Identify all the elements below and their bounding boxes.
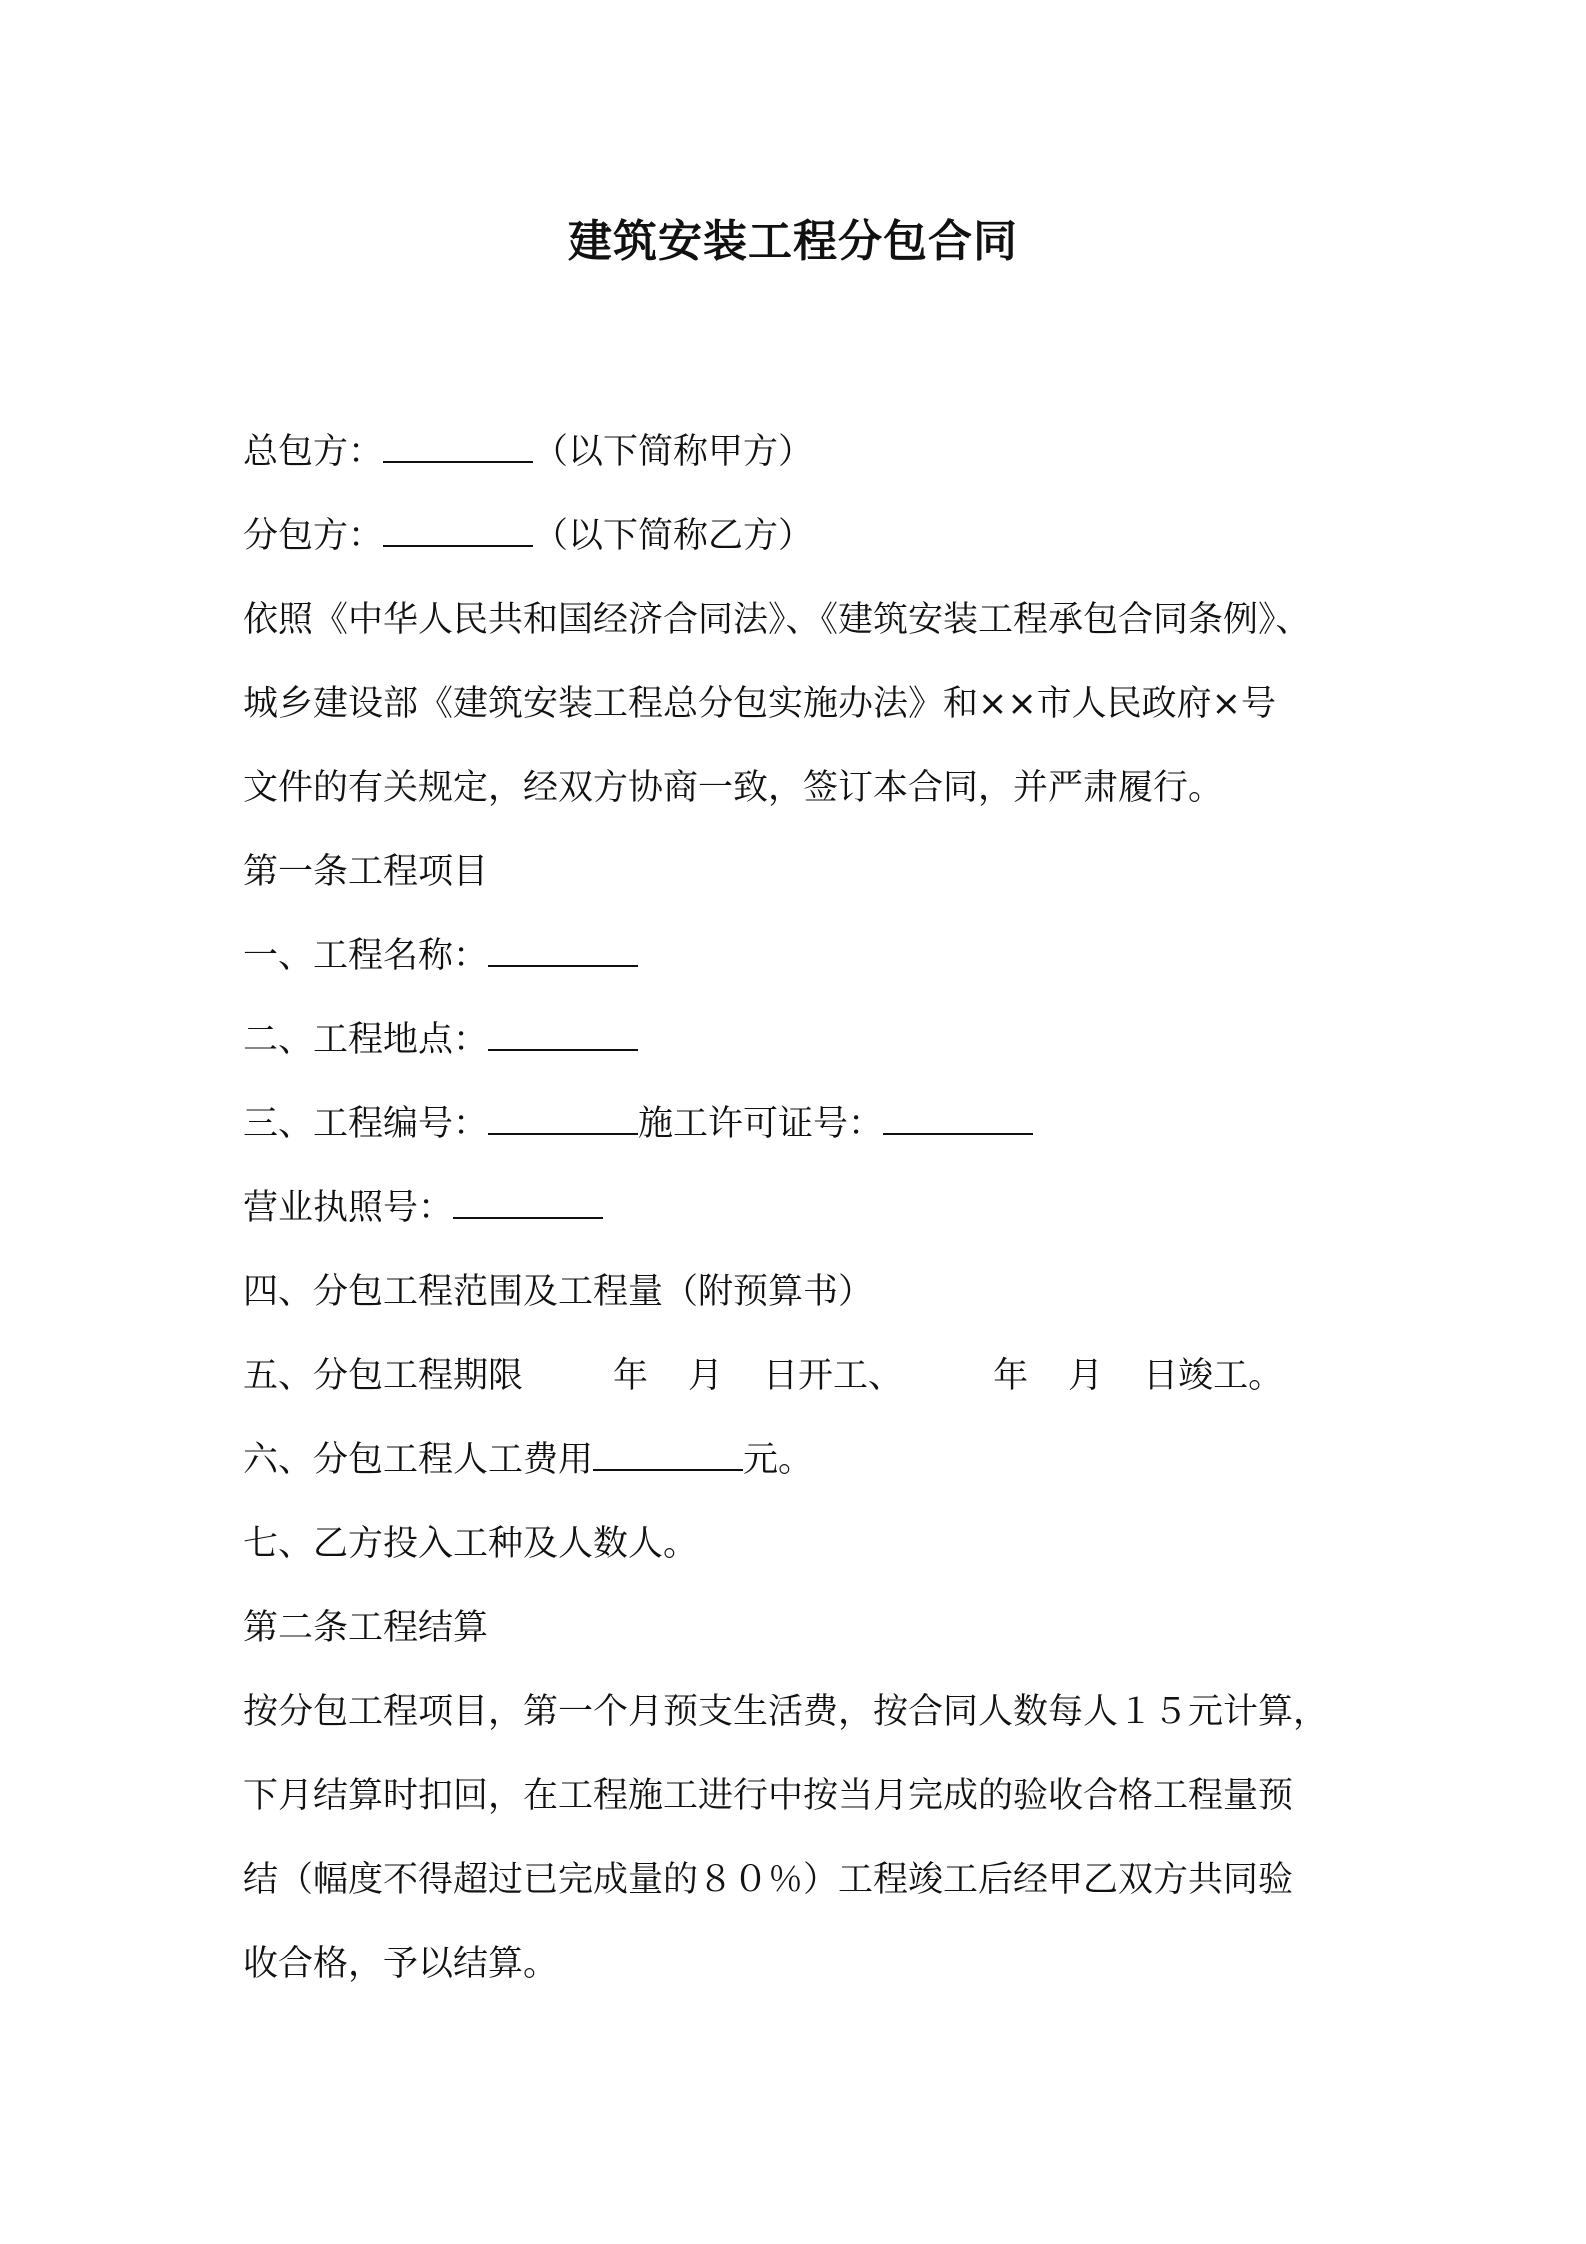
- permit-number-label: 施工许可证号：: [638, 1104, 884, 1144]
- settlement-line-4: 收合格，予以结算。: [243, 1944, 559, 1984]
- settlement-line-2: 下月结算时扣回，在工程施工进行中按当月完成的验收合格工程量预: [243, 1776, 1294, 1816]
- project-number-line: [243, 1082, 1373, 1166]
- labor-cost-blank: [593, 1439, 743, 1471]
- document-body: [243, 410, 1373, 2006]
- contractor-suffix: （以下简称甲方）: [533, 432, 814, 472]
- period-line: [243, 1334, 1373, 1418]
- settlement-line-3: 结（幅度不得超过已完成量的８０％）工程竣工后经甲乙双方共同验: [243, 1860, 1294, 1900]
- subcontractor-blank: [383, 515, 533, 547]
- subcontractor-line: [243, 494, 1373, 578]
- project-location-label: 二、工程地点：: [243, 1020, 489, 1060]
- preamble-line-3: 文件的有关规定，经双方协商一致，签订本合同，并严肃履行。: [243, 768, 1224, 808]
- end-day: 日竣工。: [1143, 1356, 1284, 1396]
- business-license-blank: [453, 1187, 603, 1219]
- workers-line: 七、乙方投入工种及人数人。: [243, 1524, 699, 1564]
- scope-line: 四、分包工程范围及工程量（附预算书）: [243, 1272, 874, 1312]
- project-name-line: [243, 914, 1373, 998]
- project-location-blank: [488, 1019, 638, 1051]
- labor-cost-suffix: 元。: [743, 1440, 814, 1480]
- project-name-label: 一、工程名称：: [243, 936, 489, 976]
- preamble-line-2: 城乡建设部《建筑安装工程总分包实施办法》和××市人民政府×号: [243, 684, 1276, 724]
- subcontractor-suffix: （以下简称乙方）: [533, 516, 814, 556]
- period-label: 五、分包工程期限: [243, 1356, 524, 1396]
- settlement-line-1: 按分包工程项目，第一个月预支生活费，按合同人数每人１５元计算，: [243, 1692, 1329, 1732]
- document-title: 建筑安装工程分包合同: [568, 216, 1018, 267]
- start-month: 月: [688, 1356, 724, 1396]
- contractor-blank: [383, 431, 533, 463]
- labor-cost-line: [243, 1418, 1373, 1502]
- project-number-label: 三、工程编号：: [243, 1104, 489, 1144]
- business-license-label: 营业执照号：: [243, 1188, 454, 1228]
- project-location-line: [243, 998, 1373, 1082]
- end-year: 年: [993, 1356, 1029, 1396]
- start-year: 年: [613, 1356, 649, 1396]
- article-2-heading: 第二条工程结算: [243, 1608, 489, 1648]
- permit-number-blank: [883, 1103, 1033, 1135]
- labor-cost-label: 六、分包工程人工费用: [243, 1440, 594, 1480]
- article-1-heading: 第一条工程项目: [243, 852, 489, 892]
- contractor-label: 总包方：: [243, 432, 384, 472]
- subcontractor-label: 分包方：: [243, 516, 384, 556]
- preamble-line-1: 依照《中华人民共和国经济合同法》、《建筑安装工程承包合同条例》、: [243, 600, 1311, 640]
- start-day: 日开工、: [763, 1356, 904, 1396]
- end-month: 月: [1068, 1356, 1104, 1396]
- project-number-blank: [488, 1103, 638, 1135]
- contractor-line: [243, 410, 1373, 494]
- business-license-line: [243, 1166, 1373, 1250]
- project-name-blank: [488, 935, 638, 967]
